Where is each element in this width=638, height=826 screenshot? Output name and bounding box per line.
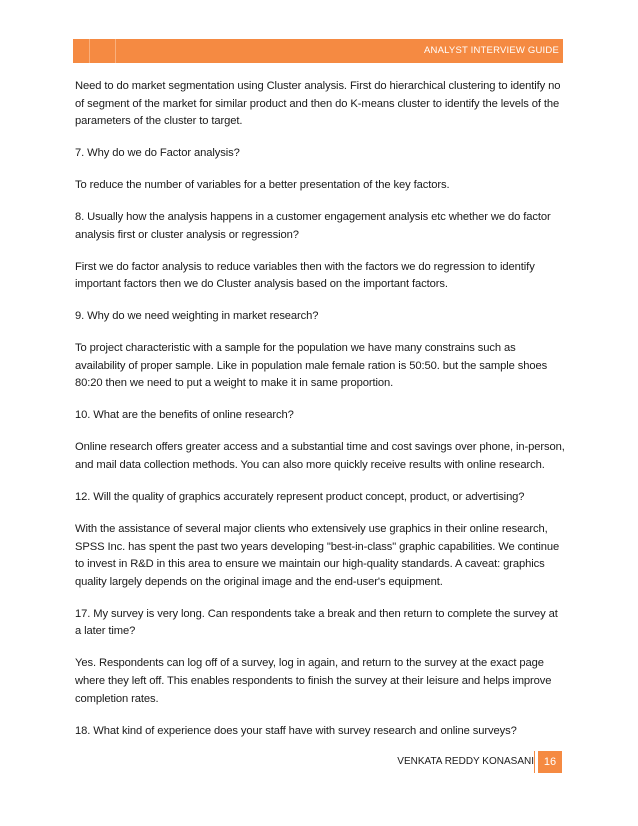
- answer-8: First we do factor analysis to reduce variables then with the factors we do regression to identify important factors then we do Cluster analysis based on the important factors.: [75, 260, 535, 291]
- answer-7: To reduce the number of variables for a better presentation of the key factors.: [75, 179, 450, 192]
- answer-10: Online research offers greater access and a substantial time and cost savings over phone, in-person, and mail data collection methods. You can also more quickly receive results with online research.: [75, 441, 565, 472]
- question-9: 9. Why do we need weighting in market research?: [75, 310, 319, 323]
- paragraph-intro: Need to do market segmentation using Cluster analysis. First do hierarchical clustering to identify no of segment of the market for similar product and then do K-means cluster to identify the levels of the parameters of the cluster to target.: [75, 80, 561, 128]
- header-bar: [73, 39, 563, 63]
- header-divider: [89, 39, 90, 63]
- header-title: ANALYST INTERVIEW GUIDE: [424, 45, 559, 56]
- question-12: 12. Will the quality of graphics accurately represent product concept, product, or advertising?: [75, 491, 525, 504]
- footer-author: VENKATA REDDY KONASANI: [397, 756, 534, 767]
- document-body: [75, 78, 565, 755]
- answer-9: To project characteristic with a sample for the population we have many constrains such as availability of proper sample. Like in population male female ration is 50:50. but the sample shoes 80:20 then we need to put a weight to make it in same proportion.: [75, 342, 548, 390]
- question-8: 8. Usually how the analysis happens in a customer engagement analysis etc whether we do factor analysis first or cluster analysis or regression?: [75, 211, 551, 241]
- answer-12: With the assistance of several major clients who extensively use graphics in their online research, SPSS Inc. has spent the past two years developing "best-in-class" graphic capabilities. We continue to invest in R&D in this area to ensure we maintain our high-quality standards. A caveat: graphics quality largely depends on the original image and the end-user's equipment.: [75, 523, 560, 588]
- question-18: 18. What kind of experience does your staff have with survey research and online surveys?: [75, 724, 517, 737]
- answer-17: Yes. Respondents can log off of a survey, log in again, and return to the survey at the exact page where they left off. This enables respondents to finish the survey at their leisure and helps improve completion rates.: [75, 657, 552, 705]
- page-number: 16: [538, 751, 562, 773]
- header-divider: [115, 39, 116, 63]
- footer-divider: [534, 751, 535, 773]
- question-7: 7. Why do we do Factor analysis?: [75, 147, 240, 160]
- question-10: 10. What are the benefits of online research?: [75, 409, 294, 422]
- question-17: 17. My survey is very long. Can respondents take a break and then return to complete the survey at a later time?: [75, 607, 558, 638]
